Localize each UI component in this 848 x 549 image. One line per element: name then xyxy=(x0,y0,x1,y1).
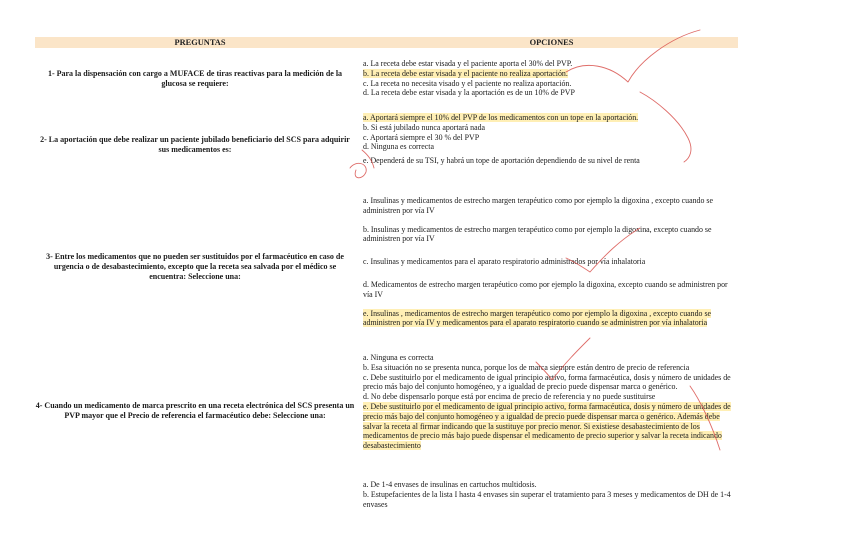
option-1b[interactable]: b. La receta debe estar visada y el paciente no realiza aportación. xyxy=(363,68,568,78)
option-3e[interactable]: e. Insulinas , medicamentos de estrecho margen terapéutico como por ejemplo la digoxina , excepto cuando se administren por vía IV y medicamentos para el aparato respiratorio cuando se administren por vía inhalatoria xyxy=(363,308,712,328)
table-header xyxy=(35,37,738,48)
options-2 xyxy=(363,113,738,166)
option-4c[interactable]: c. Debe sustituirlo por el medicamento de igual principio activo, forma farmacéutica, dosis y número de unidades de precio más bajo del conjunto homogéneo, y a igualdad de precio puede dispensar marca o genérico. xyxy=(363,372,731,392)
option-2b[interactable]: b. Si está jubilado nunca aportará nada xyxy=(363,122,486,132)
option-5a[interactable]: a. De 1-4 envases de insulinas en cartuchos multidosis. xyxy=(363,480,537,489)
options-3 xyxy=(363,196,738,328)
option-1c[interactable]: c. La receta no necesita visado y el paciente no realiza aportación. xyxy=(363,78,572,88)
option-1d[interactable]: d. La receta debe estar visada y la aportación es de un 10% de PVP xyxy=(363,88,575,98)
header-preguntas: PREGUNTAS xyxy=(174,38,226,47)
question-2: 2- La aportación que debe realizar un paciente jubilado beneficiario del SCS para adquirir sus medicamentos es: xyxy=(40,135,350,154)
question-1: 1- Para la dispensación con cargo a MUFACE de tiras reactivas para la medición de la glucosa se requiere: xyxy=(47,69,343,88)
option-5b[interactable]: b. Estupefacientes de la lista I hasta 4 envases sin superar el tratamiento para 3 meses y medicamentos de DH de 1-4 envases xyxy=(363,489,731,509)
option-2c[interactable]: c. Aportará siempre el 30 % del PVP xyxy=(363,132,480,142)
option-1a[interactable]: a. La receta debe estar visada y el paciente aporta el 30% del PVP. xyxy=(363,59,573,68)
option-4b[interactable]: b. Esa situación no se presenta nunca, porque los de marca siempre están dentro de precio de referencia xyxy=(363,362,690,372)
options-1 xyxy=(363,59,738,98)
option-4d[interactable]: d. No debe dispensarlo porque está por encima de precio de referencia y no puede sustituirse xyxy=(363,392,656,402)
question-3: 3- Entre los medicamentos que no pueden ser sustituidos por el farmacéutico en caso de urgencia o de desabastecimiento, excepto que la receta sea salvada por el médico se encuentra: Seleccione una: xyxy=(46,252,344,281)
question-4: 4- Cuando un medicamento de marca prescrito en una receta electrónica del SCS presenta un PVP mayor que el Precio de referencia el farmacéutico debe: Seleccione una: xyxy=(35,401,355,420)
options-5 xyxy=(363,480,738,509)
option-2d[interactable]: d. Ninguna es correcta xyxy=(363,142,434,152)
header-opciones: OPCIONES xyxy=(529,38,574,47)
option-3b[interactable]: b. Insulinas y medicamentos de estrecho margen terapéutico como por ejemplo la digoxina, excepto cuando se administren por vía IV xyxy=(363,224,712,244)
option-4a[interactable]: a. Ninguna es correcta xyxy=(363,353,434,362)
option-2e[interactable]: e. Dependerá de su TSI, y habrá un tope de aportación dependiendo de su nivel de renta xyxy=(363,156,640,166)
option-3c[interactable]: c. Insulinas y medicamentos para el aparato respiratorio administrados por vía inhalatoria xyxy=(363,257,646,267)
option-2a[interactable]: a. Aportará siempre el 10% del PVP de los medicamentos con un tope en la aportación. xyxy=(363,113,639,122)
option-3a[interactable]: a. Insulinas y medicamentos de estrecho margen terapéutico como por ejemplo la digoxina , excepto cuando se administren por vía IV xyxy=(363,196,713,215)
options-4 xyxy=(363,353,738,451)
option-4e[interactable]: e. Debe sustituirlo por el medicamento de igual principio activo, forma farmacéutica, dosis y número de unidades de precio más bajo del conjunto homogéneo y a igualdad de precio puede dispensar marca o genérico. Además debe salvar la receta al firmar indicando que la sustituye por precio menor. Si existiese desabastecimiento de los medicamentos de precio más bajo puede dispensar el medicamento de precio superior y salvar la receta indicando desabastecimiento xyxy=(363,401,731,451)
option-3d[interactable]: d. Medicamentos de estrecho margen terapéutico como por ejemplo la digoxina, excepto cuando se administren por vía IV xyxy=(363,279,728,299)
